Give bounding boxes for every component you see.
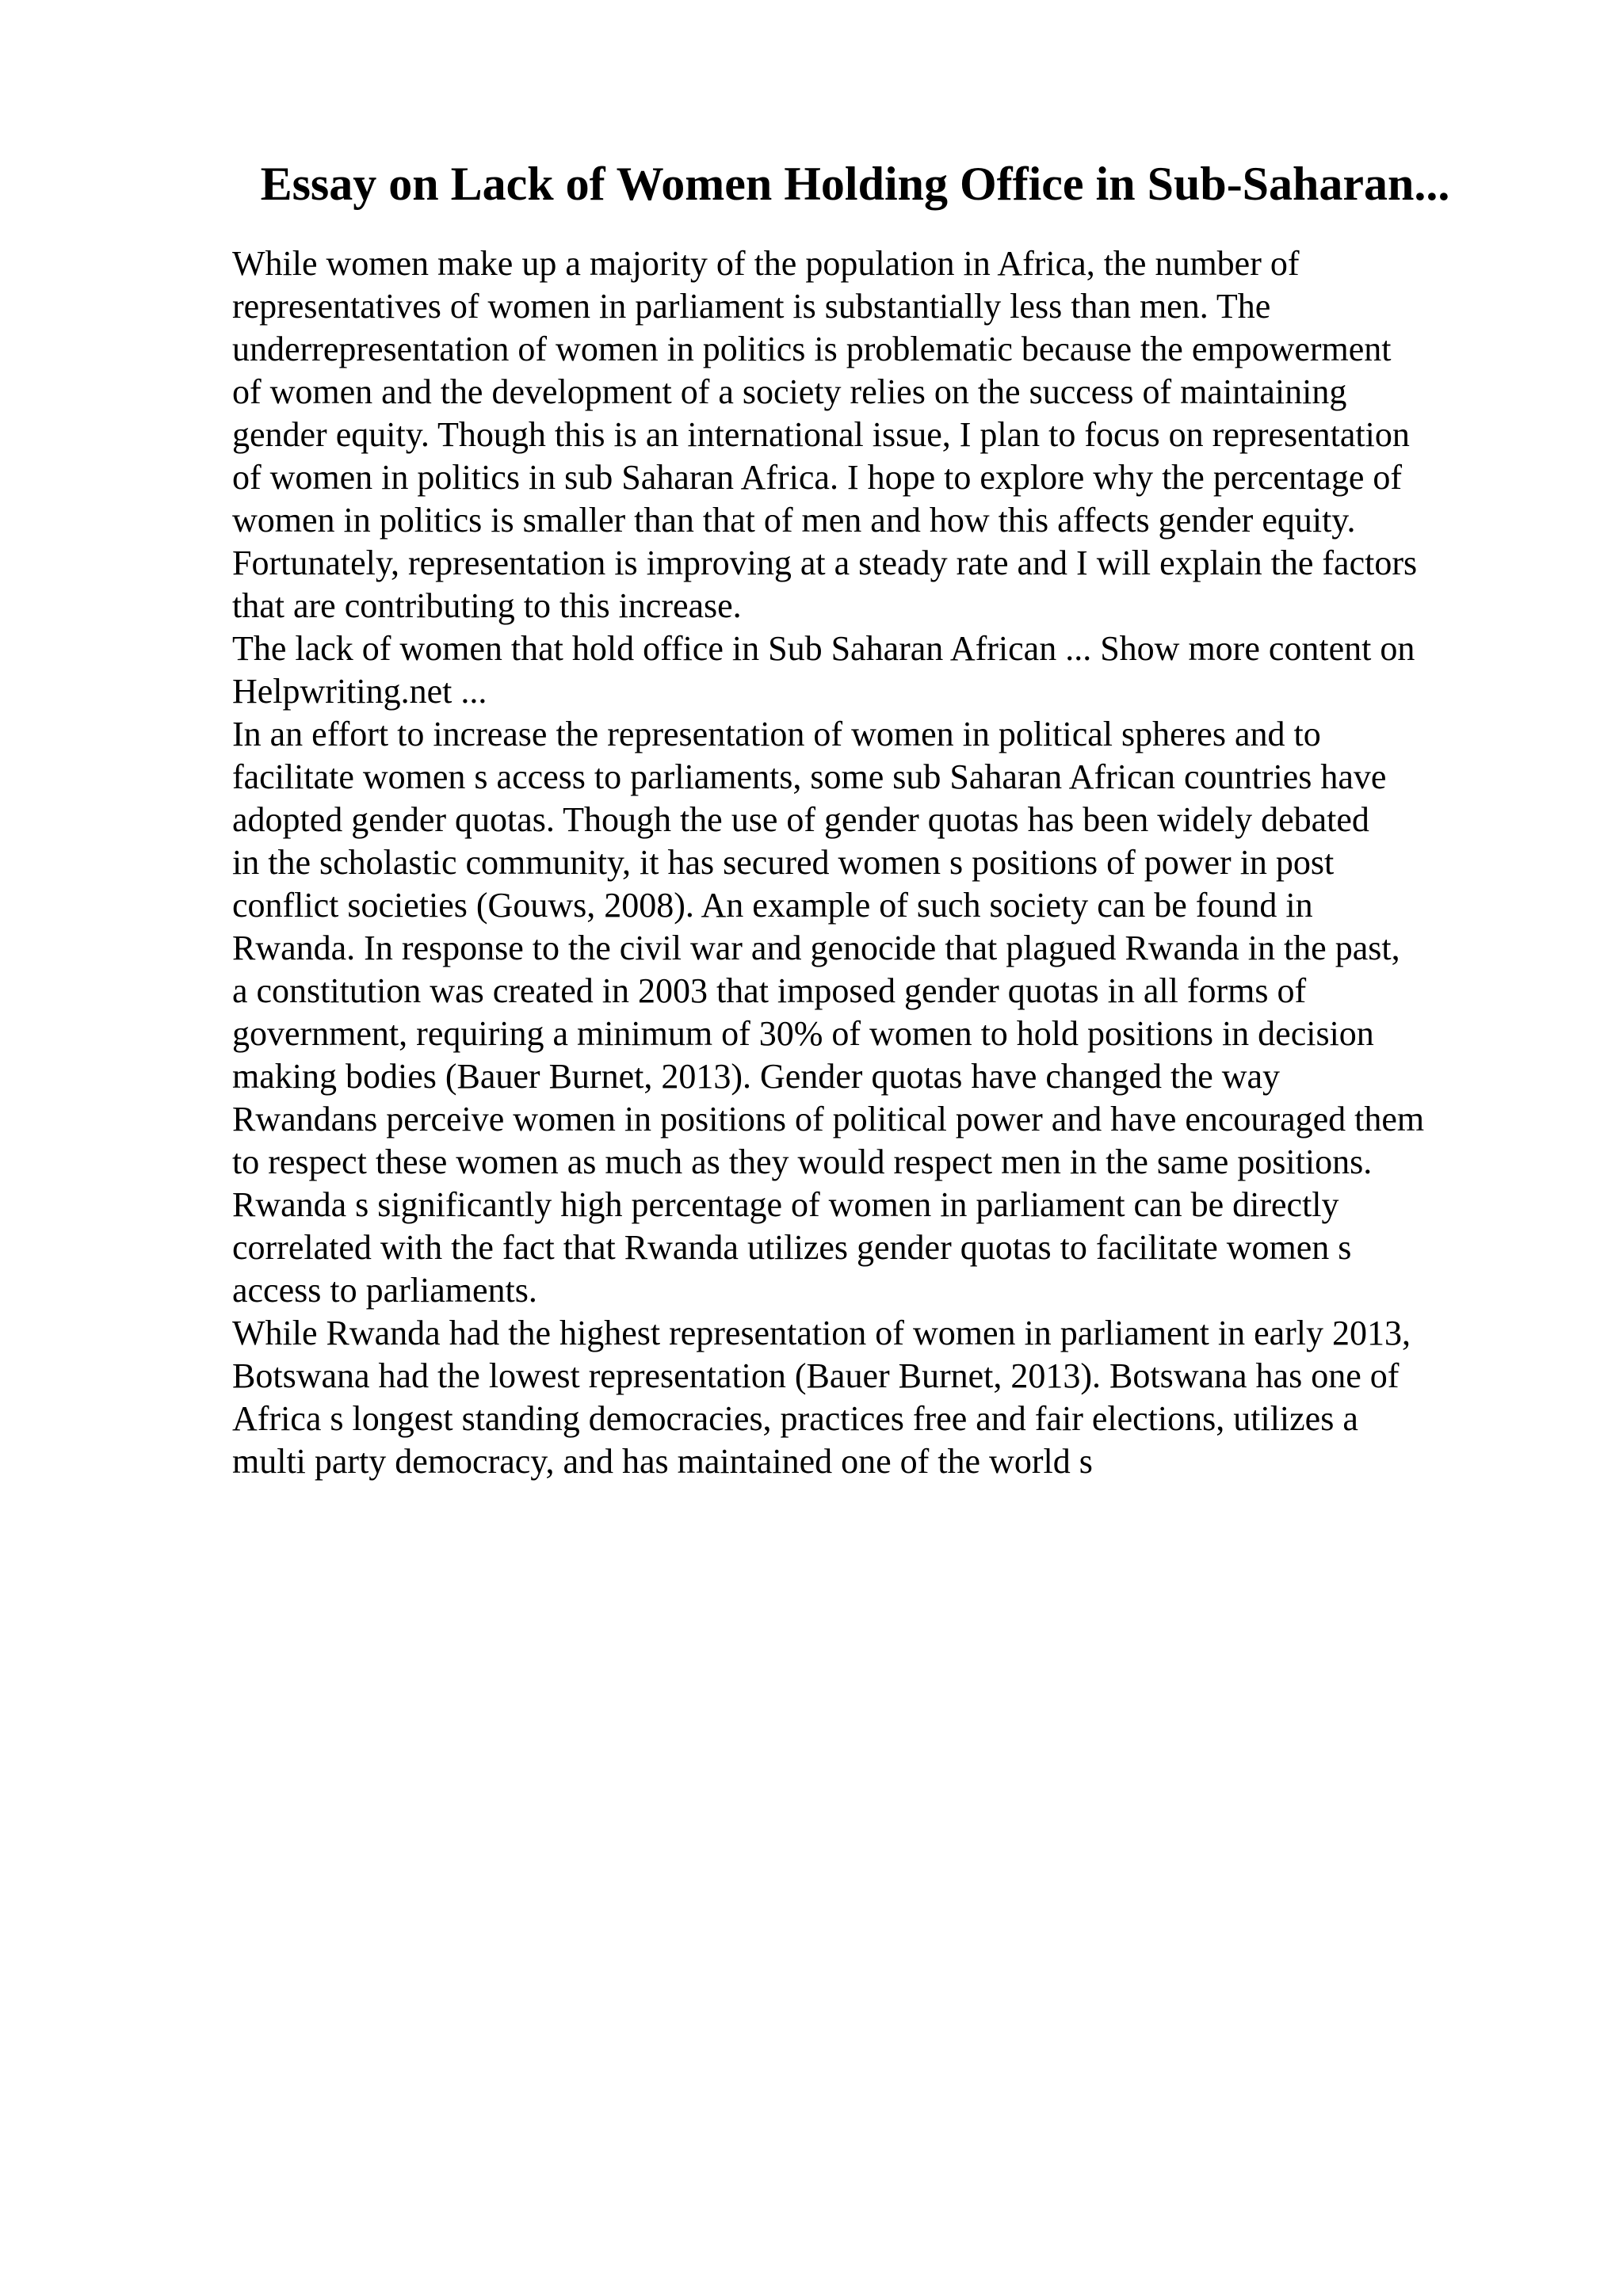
text-line: Rwanda s significantly high percentage of women in parliament can be directly bbox=[232, 1185, 1339, 1224]
text-line: that are contributing to this increase. bbox=[232, 586, 742, 625]
text-line: Fortunately, representation is improving at a steady rate and I will explain the factors bbox=[232, 543, 1418, 582]
text-line: making bodies (Bauer Burnet, 2013). Gender quotas have changed the way bbox=[232, 1057, 1281, 1096]
document-title: Essay on Lack of Women Holding Office in Sub-Saharan... bbox=[260, 158, 1450, 210]
text-line: multi party democracy, and has maintained one of the world s bbox=[232, 1442, 1093, 1481]
text-line: underrepresentation of women in politics is problematic because the empowerment bbox=[232, 330, 1392, 368]
text-line: While women make up a majority of the population in Africa, the number of bbox=[232, 244, 1300, 283]
text-line: to respect these women as much as they would respect men in the same positions. bbox=[232, 1142, 1373, 1181]
text-line: in the scholastic community, it has secured women s positions of power in post bbox=[232, 843, 1335, 882]
text-line: women in politics is smaller than that of men and how this affects gender equity. bbox=[232, 501, 1356, 540]
essay-body bbox=[232, 242, 1516, 1483]
text-line: While Rwanda had the highest representation of women in parliament in early 2013, bbox=[232, 1314, 1411, 1352]
text-line: gender equity. Though this is an international issue, I plan to focus on representation bbox=[232, 415, 1410, 454]
text-line: facilitate women s access to parliaments, some sub Saharan African countries have bbox=[232, 757, 1387, 796]
text-line: of women in politics in sub Saharan Africa. I hope to explore why the percentage of bbox=[232, 458, 1402, 497]
text-line: Botswana had the lowest representation (Bauer Burnet, 2013). Botswana has one of bbox=[232, 1356, 1400, 1395]
text-line: access to parliaments. bbox=[232, 1271, 537, 1310]
text-line: In an effort to increase the representation of women in political spheres and to bbox=[232, 715, 1321, 753]
text-line: representatives of women in parliament is substantially less than men. The bbox=[232, 287, 1271, 326]
text-line: government, requiring a minimum of 30% of women to hold positions in decision bbox=[232, 1014, 1374, 1053]
text-line: correlated with the fact that Rwanda utilizes gender quotas to facilitate women s bbox=[232, 1228, 1352, 1267]
text-line: a constitution was created in 2003 that imposed gender quotas in all forms of bbox=[232, 971, 1307, 1010]
text-line: Rwanda. In response to the civil war and genocide that plagued Rwanda in the past, bbox=[232, 929, 1400, 967]
text-line: of women and the development of a society relies on the success of maintaining bbox=[232, 372, 1347, 411]
text-line: adopted gender quotas. Though the use of gender quotas has been widely debated bbox=[232, 800, 1369, 839]
text-line: Africa s longest standing democracies, practices free and fair elections, utilizes a bbox=[232, 1399, 1358, 1438]
text-line: Helpwriting.net ... bbox=[232, 672, 487, 711]
text-line: Rwandans perceive women in positions of political power and have encouraged them bbox=[232, 1100, 1425, 1138]
text-line: The lack of women that hold office in Sub Saharan African ... Show more content on bbox=[232, 629, 1415, 668]
text-line: conflict societies (Gouws, 2008). An example of such society can be found in bbox=[232, 886, 1313, 925]
